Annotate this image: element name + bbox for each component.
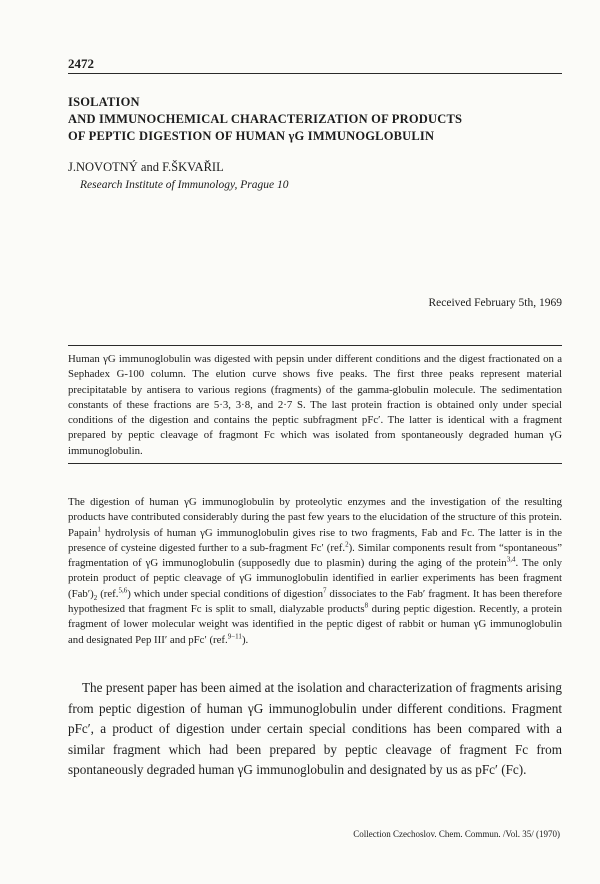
abstract-top-rule [68,345,562,346]
ref-mark: 9−11 [227,632,242,641]
ref-mark: 1 [97,525,101,533]
subscript: 2 [93,593,98,602]
journal-footer: Collection Czechoslov. Chem. Commun. /Vol. 35/ (1970) [353,829,560,839]
header-rule [68,73,562,74]
received-date: Received February 5th, 1969 [428,297,562,309]
abstract: Human γG immunoglobulin was digested with pepsin under different conditions and the digest fractionated on a Sephadex G-100 column. The elution curve shows five peaks. The first three peaks represent material precipitatable by antisera to various regions (fragments) of the gamma-globulin molecule. The sedimentation constants of these fractions are 5·3, 3·8, and 2·7 S. The last protein fraction is obtained only under special conditions of the digestion and contains the peptic subfragment pFc′. The latter is identical with a fragment prepared by peptic cleavage of fragmont Fc which was isolated from spontaneously degraded human γG immunoglobulin. [68,353,562,457]
title-line: ISOLATION [68,95,140,109]
ref-mark: 2 [345,540,349,549]
page-number: 2472 [68,56,94,71]
authors: J.NOVOTNÝ and F.ŠKVAŘIL [68,160,224,174]
title-line: OF PEPTIC DIGESTION OF HUMAN γG IMMUNOGLOBULIN [68,129,435,143]
introduction-paragraph: The digestion of human γG immunoglobulin by proteolytic enzymes and the investigation of the resulting products have contributed considerably during the past few years to the elucidation of the structure of this protein. Papain$^1$ hydrolysis of human γG immunoglobulin gives rise to two fragments, Fab and Fc. The latter is in the presence of cysteine digested further to a sub-fragment Fc′ (ref.$^2$). Similar components result from “spontaneous” fragmentation of γG immunoglobulin (supposedly due to plasmin) during the aging of the protein$^{3,4}$. The only protein product of peptic cleavage of γG immunoglobulin identified in earlier experiments has been fragment $(Fab')_2$ (ref.$^{5,6}$) which under special conditions of digestion$^7$ dissociates to the Fab′ fragment. It has been therefore hypothesized that fragment Fc is split to small, dialyzable products$^8$ during peptic digestion. Recently, a protein fragment of lower molecular weight was identified in the peptic digest of rabbit or human γG immunoglobulin and designated Pep III′ and pFc′ (ref.$^{9-11}$). [68,496,562,646]
article-title [68,94,568,145]
ref-mark: 8 [364,601,369,610]
abstract-bottom-rule [68,463,562,464]
title-line: AND IMMUNOCHEMICAL CHARACTERIZATION OF PRODUCTS [68,112,463,126]
main-paragraph: The present paper has been aimed at the isolation and characterization of fragments arising from peptic digestion of human γG immunoglobulin under different conditions. Fragment pFc′, a product of digestion under certain special conditions has been compared with a similar fragment which had been prepared by peptic cleavage of fragment Fc from spontaneously degraded human γG immunoglobulin and designated by us as pFc′ (Fc). [68,680,562,777]
affiliation: Research Institute of Immunology, Prague 10 [80,179,289,191]
ref-mark: 7 [323,586,327,595]
ref-mark: 3,4 [506,555,516,564]
ref-mark: 5,6 [118,586,128,595]
